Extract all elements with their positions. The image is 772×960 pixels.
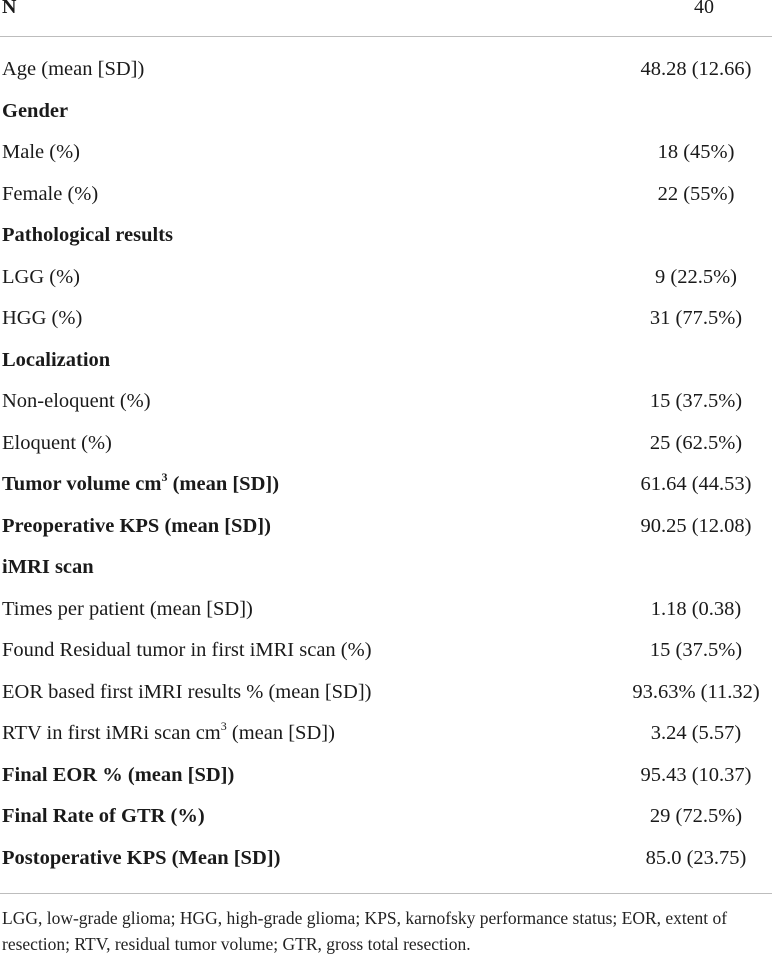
- row-label: Final EOR % (mean [SD]): [2, 763, 235, 786]
- table-row: [0, 299, 772, 341]
- table-row: [0, 424, 772, 466]
- row-value: 90.25 (12.08): [640, 514, 752, 537]
- unit-superscript: 3: [161, 470, 168, 484]
- row-label: Preoperative KPS (mean [SD]): [2, 514, 271, 537]
- table-row: [0, 216, 772, 258]
- row-value: 25 (62.5%): [649, 431, 743, 454]
- row-value: 15 (37.5%): [649, 390, 743, 412]
- table-row: [0, 548, 772, 590]
- row-value: 15 (37.5%): [649, 639, 743, 661]
- row-value: 31 (77.5%): [649, 307, 743, 329]
- row-label: [2, 470, 280, 496]
- table-row: [0, 92, 772, 134]
- table-row: [0, 50, 772, 92]
- row-value: 22 (55%): [657, 182, 735, 205]
- row-value: 18 (45%): [657, 141, 735, 163]
- row-label: Found Residual tumor in first iMRI scan (%): [2, 639, 372, 661]
- row-label: HGG (%): [2, 307, 83, 329]
- table-header-row: [0, 0, 772, 37]
- row-value: 3.24 (5.57): [650, 722, 742, 744]
- row-label-suffix: (mean [SD]): [226, 722, 335, 744]
- table-body: [0, 37, 772, 880]
- row-label-text: Tumor volume cm: [2, 473, 162, 495]
- row-label: Final Rate of GTR (%): [2, 805, 205, 827]
- row-value: 85.0 (23.75): [645, 846, 747, 869]
- bottom-rule: [0, 893, 772, 894]
- row-label: [2, 719, 335, 745]
- table-row: [0, 673, 772, 715]
- row-label: Male (%): [2, 141, 80, 163]
- table-footnote: LGG, low-grade glioma; HGG, high-grade glioma; KPS, karnofsky performance status; EOR, extent of resection; RTV, residual tumor volume; GTR, gross total resection.: [2, 908, 728, 954]
- table-row: [0, 756, 772, 798]
- table-row: [0, 175, 772, 217]
- header-label: N: [2, 0, 17, 18]
- unit-superscript: 3: [220, 719, 227, 733]
- row-label: Non-eloquent (%): [2, 390, 151, 412]
- table-row: [0, 382, 772, 424]
- row-value: 93.63% (11.32): [632, 680, 760, 703]
- row-value: 9 (22.5%): [655, 265, 737, 288]
- row-label: Female (%): [2, 182, 99, 205]
- table-row: [0, 631, 772, 673]
- row-label: Localization: [2, 348, 111, 371]
- header-value: 40: [694, 0, 714, 18]
- table-row: [0, 341, 772, 383]
- table-row: [0, 714, 772, 756]
- row-value: 95.43 (10.37): [640, 763, 752, 786]
- row-label: Gender: [2, 99, 69, 122]
- table-row: [0, 839, 772, 881]
- table-row: [0, 797, 772, 839]
- table-row: [0, 590, 772, 632]
- row-label: Times per patient (mean [SD]): [2, 597, 253, 620]
- table-row: [0, 133, 772, 175]
- row-label-suffix: (mean [SD]): [167, 473, 280, 495]
- row-label: Pathological results: [2, 224, 174, 246]
- row-label: LGG (%): [2, 265, 80, 288]
- row-label-text: RTV in first iMRi scan cm: [2, 722, 221, 744]
- row-label: Postoperative KPS (Mean [SD]): [2, 846, 281, 869]
- table-row: [0, 465, 772, 507]
- row-value: 48.28 (12.66): [640, 58, 752, 80]
- table-row: [0, 258, 772, 300]
- table-row: [0, 507, 772, 549]
- row-label: EOR based first iMRI results % (mean [SD]): [2, 680, 372, 703]
- row-label: iMRI scan: [2, 556, 94, 578]
- row-value: 1.18 (0.38): [650, 597, 742, 620]
- row-value: 61.64 (44.53): [640, 473, 752, 495]
- row-label: Age (mean [SD]): [2, 58, 145, 80]
- row-value: 29 (72.5%): [649, 805, 743, 827]
- row-label: Eloquent (%): [2, 431, 112, 454]
